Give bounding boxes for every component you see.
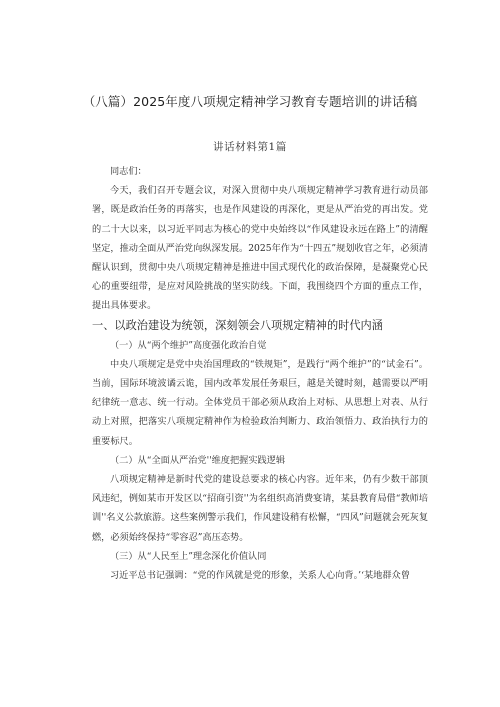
subsection-paragraph-1: 中央八项规定是党中央治国理政的“铁规矩”，是践行“两个维护”的“试金石”。当前，国际环境波谲云诡，国内改革发展任务艰巨，越是关键时刻，越需要以严明纪律统一意志、统一行动。全体党员干部必须从政治上对标、从思想上对表、从行动上对照，把落实八项规定精神作为检验政治判断力、政治领悟力、政治执行力的重要标尺。 [92, 358, 428, 447]
intro-paragraph: 今天，我们召开专题会议，对深入贯彻中央八项规定精神学习教育进行动员部署，既是政治任务的再落实，也是作风建设的再深化，更是从严治党的再出发。党的二十大以来，以习近平同志为核心的党中央始终以“作风建设永远在路上”的清醒坚定，推动全面从严治党向纵深发展。2025年作为“十四五”规划收官之年，必须清醒认识到，贯彻中央八项规定精神是推进中国式现代化的政治保障，是凝聚党心民心的重要纽带，是应对风险挑战的坚实防线。下面，我围绕四个方面的重点工作，提出具体要求。 [92, 185, 428, 312]
section-heading-1: 一、以政治建设为统领，深刻领会八项规定精神的时代内涵 [92, 318, 383, 332]
subsection-paragraph-3: 习近平总书记强调：“党的作风就是党的形象，关系人心向背。’‘某地群众曾 [110, 570, 410, 582]
document-subtitle: 讲话材料第1篇 [213, 141, 287, 153]
salutation: 同志们： [110, 166, 147, 177]
subsection-paragraph-2: 八项规定精神是新时代党的建设总要求的核心内容。近年来，仍有少数干部顶风违纪，例如某市开发区以“招商引资''为名组织高消费宴请，某县教育局借“教师培训''名义公款旅游。这些案例警示我们，作风建设稍有松懈，“四风”问题就会死灰复燃，必须始终保持“零容忍”高压态势。 [92, 474, 429, 543]
subsection-heading-3: （三）从“人民至上”理念深化价值认同 [110, 550, 267, 562]
document-body [92, 162, 428, 585]
subsection-heading-1: （一）从“两个维护”高度强化政治自觉 [110, 339, 267, 351]
subsection-heading-2: （二）从“全面从严治党''维度把握实践逻辑 [110, 454, 286, 466]
document-title: （八篇）2025年度八项规定精神学习教育专题培训的讲话稿 [82, 94, 418, 109]
